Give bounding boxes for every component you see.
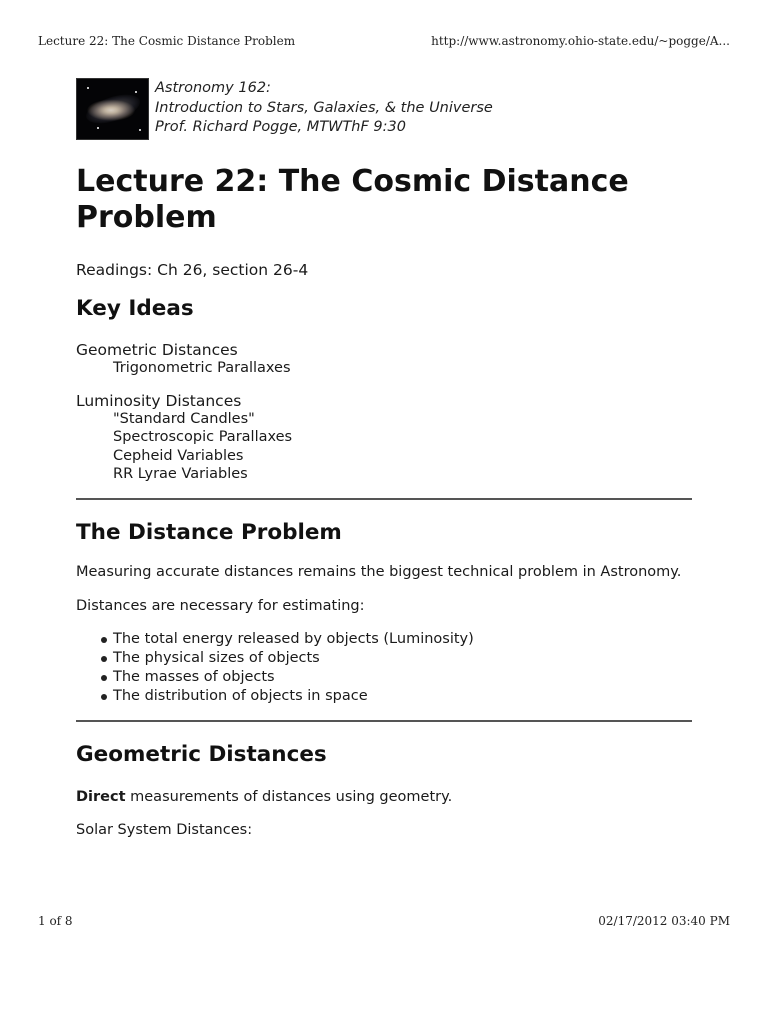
page-title: Lecture 22: The Cosmic Distance Problem [76,164,629,235]
estimation-list [76,630,692,706]
course-info [155,79,493,138]
course-number: Astronomy 162: [155,80,271,96]
paragraph: Solar System Distances: [76,821,253,838]
key-idea-item: Cepheid Variables [113,447,244,464]
paragraph [76,788,692,807]
paragraph-text: measurements of distances using geometry. [125,788,453,805]
galaxy-image [76,78,149,140]
key-ideas-heading: Key Ideas [76,296,194,321]
print-footer [38,914,730,928]
print-header-url: http://www.astronomy.ohio-state.edu/~pogge/A... [431,34,730,48]
key-idea-group-title: Luminosity Distances [76,391,242,410]
section-divider [76,720,692,722]
paragraph: Distances are necessary for estimating: [76,597,365,614]
emphasis: Direct [76,788,126,805]
page-counter: 1 of 8 [38,914,73,928]
list-item: The total energy released by objects (Luminosity) [76,630,692,649]
course-instructor: Prof. Richard Pogge, MTWThF 9:30 [155,119,406,135]
key-idea-item: RR Lyrae Variables [113,466,248,482]
course-banner [76,78,692,140]
key-idea-item: Spectroscopic Parallaxes [113,429,293,445]
section-divider [76,498,692,500]
key-idea-item: Trigonometric Parallaxes [113,360,291,376]
list-item: The masses of objects [76,668,692,687]
list-item: The physical sizes of objects [76,649,692,668]
print-timestamp: 02/17/2012 03:40 PM [598,914,730,928]
key-idea-item: "Standard Candles" [113,410,255,427]
paragraph: Measuring accurate distances remains the biggest technical problem in Astronomy. [76,563,682,580]
key-idea-group-title: Geometric Distances [76,341,238,359]
distance-problem-heading: The Distance Problem [76,519,342,545]
print-header-title: Lecture 22: The Cosmic Distance Problem [38,34,296,48]
print-header [38,34,730,48]
page-content [76,78,692,840]
course-title: Introduction to Stars, Galaxies, & the Universe [155,99,493,116]
geometric-distances-heading: Geometric Distances [76,741,327,767]
list-item: The distribution of objects in space [76,687,692,706]
readings: Readings: Ch 26, section 26-4 [76,261,309,279]
